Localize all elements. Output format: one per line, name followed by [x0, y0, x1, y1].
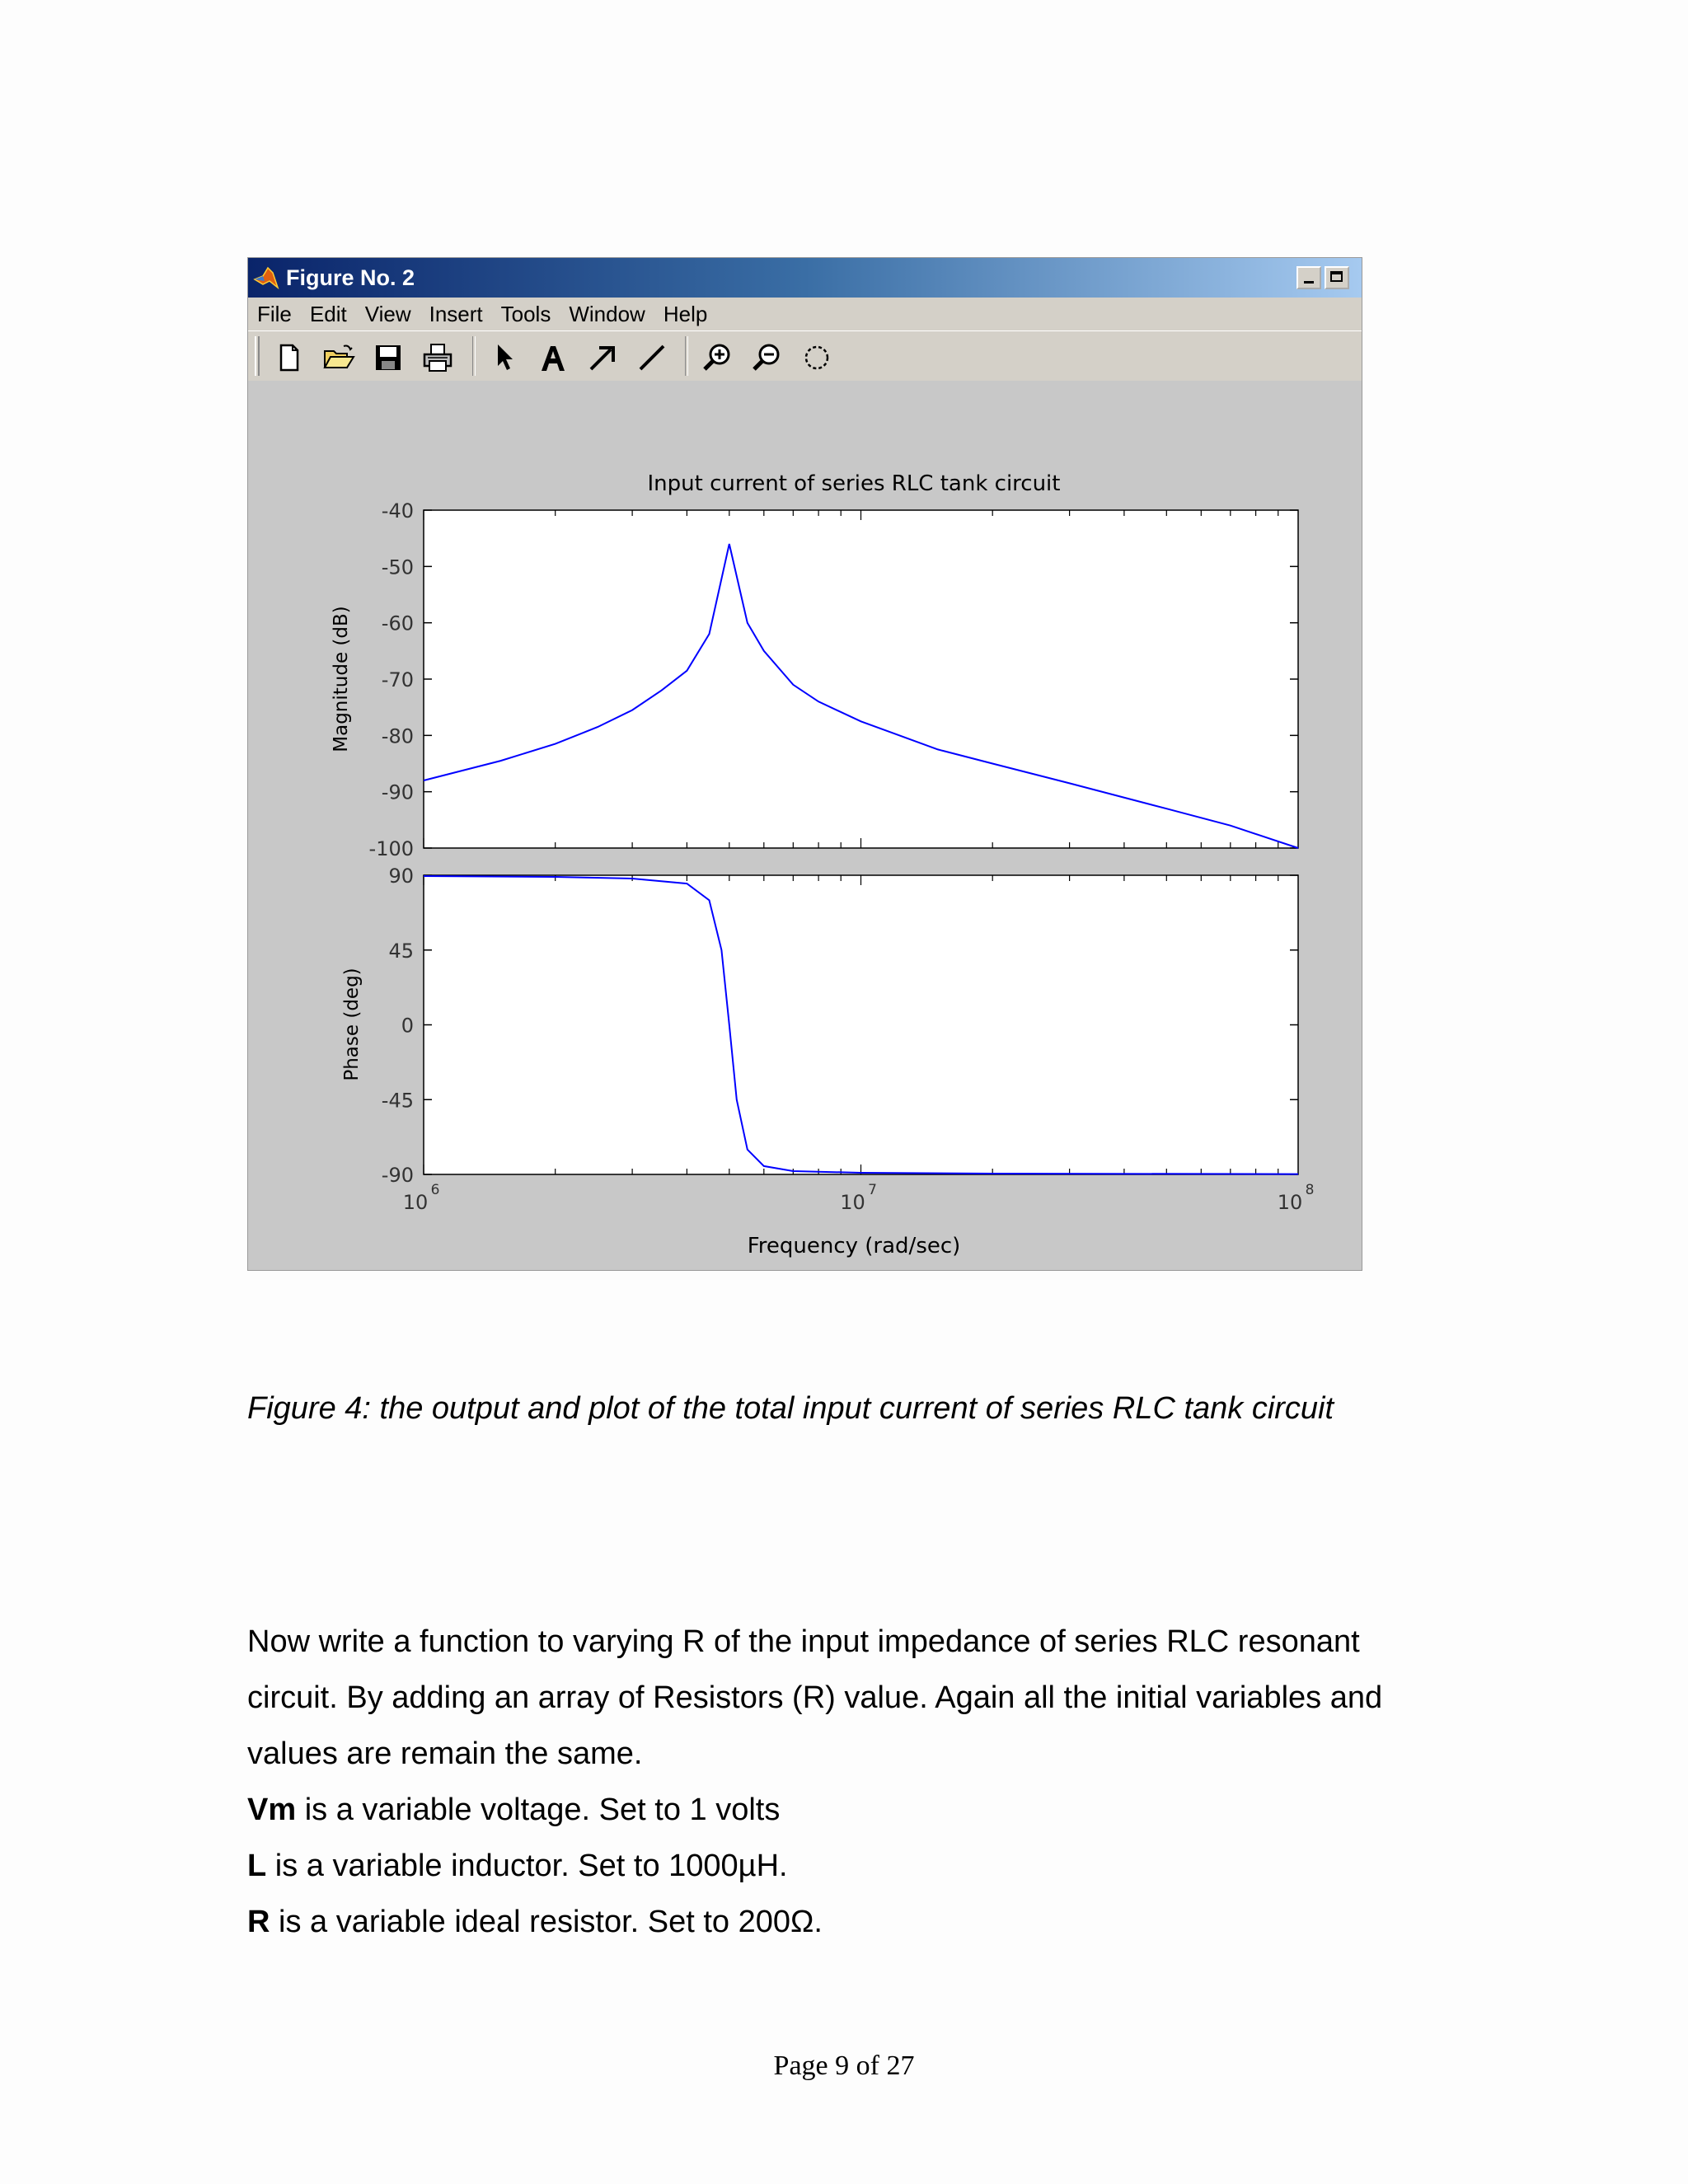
vm-description: is a variable voltage. Set to 1 volts: [296, 1793, 781, 1827]
menu-help[interactable]: Help: [663, 302, 708, 326]
l-description: is a variable inductor. Set to 1000µH.: [266, 1849, 788, 1883]
menu-file[interactable]: File: [257, 302, 292, 326]
x-tick-exponent: 8: [1305, 1182, 1315, 1198]
y-tick-label: 45: [388, 939, 414, 963]
y-tick-label: -90: [381, 1164, 414, 1187]
x-tick-exponent: 6: [430, 1182, 440, 1198]
line-r: [247, 1894, 1442, 1950]
paragraph-intro: Now write a function to varying R of the input impedance of series RLC resonant circuit. By adding an array of Resistors (R) value. Again all the initial variables and values are remain the same.: [247, 1624, 1383, 1771]
figure-window: [247, 257, 1362, 1271]
phase-plot: [341, 865, 1314, 1258]
window-title: Figure No. 2: [286, 265, 415, 290]
phase-axes-box: [424, 875, 1298, 1174]
page-number: Page 9 of 27: [773, 2050, 915, 2081]
x-tick-label: 10: [840, 1191, 865, 1214]
y-tick-label: 90: [388, 865, 414, 888]
phase-axis-label: Phase (deg): [341, 968, 363, 1081]
menu-window[interactable]: Window: [569, 302, 645, 326]
magnitude-axis-label: Magnitude (dB): [331, 606, 352, 752]
magnitude-plot: [331, 471, 1298, 860]
magnitude-axes-box: [424, 510, 1298, 848]
figure-caption: Figure 4: the output and plot of the total input current of series RLC tank circuit: [247, 1391, 1334, 1426]
menu-tools[interactable]: Tools: [500, 302, 551, 326]
y-tick-label: -50: [381, 555, 414, 579]
line-l: [247, 1838, 1442, 1894]
vm-term: Vm: [247, 1793, 297, 1827]
y-tick-label: -100: [368, 837, 414, 860]
bode-plot: [248, 258, 1363, 1272]
r-description: is a variable ideal resistor. Set to 200Ω.: [270, 1905, 823, 1939]
x-tick-exponent: 7: [868, 1182, 877, 1198]
menu-edit[interactable]: Edit: [309, 302, 347, 326]
menu-view[interactable]: View: [364, 302, 411, 326]
x-tick-label: 10: [1277, 1191, 1303, 1214]
y-tick-label: -70: [381, 668, 414, 691]
x-tick-label: 10: [402, 1191, 429, 1214]
y-tick-label: -60: [381, 612, 414, 635]
r-term: R: [247, 1905, 270, 1939]
l-term: L: [247, 1849, 267, 1883]
line-vm: [247, 1782, 1442, 1838]
y-tick-label: -45: [381, 1089, 414, 1113]
y-tick-label: -80: [381, 724, 414, 748]
frequency-axis-label: Frequency (rad/sec): [747, 1234, 961, 1258]
y-tick-label: 0: [401, 1014, 414, 1038]
y-tick-label: -90: [381, 780, 414, 804]
body-text: [247, 1614, 1442, 1950]
chart-title: Input current of series RLC tank circuit: [647, 471, 1061, 496]
menu-insert[interactable]: Insert: [429, 302, 483, 326]
y-tick-label: -40: [381, 499, 414, 523]
